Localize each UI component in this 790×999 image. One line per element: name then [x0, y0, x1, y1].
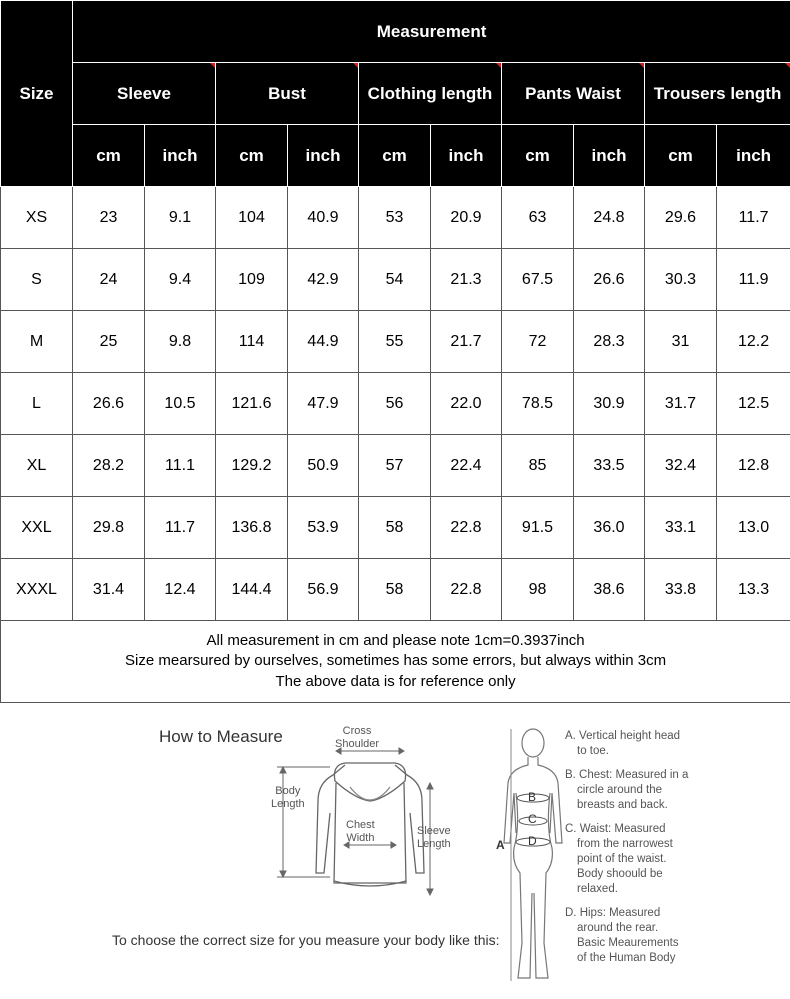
size-cell: XL — [1, 435, 73, 497]
value-cell: 109 — [216, 249, 288, 311]
value-cell: 21.7 — [431, 311, 502, 373]
chest-width-label: Chest Width — [346, 819, 375, 844]
value-cell: 85 — [502, 435, 574, 497]
definition-line: around the rear. — [577, 922, 659, 934]
definition-line: B. Chest: Measured in a — [565, 769, 689, 781]
value-cell: 144.4 — [216, 559, 288, 621]
note-line: Size mearsured by ourselves, sometimes has some errors, but always within 3cm — [125, 652, 667, 670]
value-cell: 36.0 — [574, 497, 645, 559]
value-cell: 32.4 — [645, 435, 717, 497]
definition-item — [565, 729, 785, 759]
value-cell: 104 — [216, 187, 288, 249]
value-cell: 21.3 — [431, 249, 502, 311]
group-header-bust: Bust — [216, 63, 359, 125]
value-cell: 12.4 — [145, 559, 216, 621]
value-cell: 29.8 — [73, 497, 145, 559]
value-cell: 11.7 — [145, 497, 216, 559]
value-cell: 26.6 — [574, 249, 645, 311]
definition-line: to toe. — [577, 745, 609, 757]
table-row — [1, 435, 790, 497]
value-cell: 22.8 — [431, 559, 502, 621]
group-header-pants-waist: Pants Waist — [502, 63, 645, 125]
measurement-header: Measurement — [73, 1, 790, 63]
value-cell: 31.7 — [645, 373, 717, 435]
table-row — [1, 373, 790, 435]
figure-label-c: C — [528, 812, 537, 826]
value-cell: 55 — [359, 311, 431, 373]
unit-header: cm — [645, 125, 717, 187]
definition-line: D. Hips: Measured — [565, 907, 661, 919]
value-cell: 9.1 — [145, 187, 216, 249]
value-cell: 13.0 — [717, 497, 790, 559]
definition-line: C. Waist: Measured — [565, 823, 666, 835]
size-cell: L — [1, 373, 73, 435]
value-cell: 11.7 — [717, 187, 790, 249]
unit-header: cm — [73, 125, 145, 187]
value-cell: 63 — [502, 187, 574, 249]
value-cell: 56 — [359, 373, 431, 435]
measurement-definitions — [565, 729, 785, 975]
value-cell: 24.8 — [574, 187, 645, 249]
unit-header: cm — [502, 125, 574, 187]
body-length-label: Body Length — [271, 785, 305, 810]
definition-item — [565, 822, 785, 897]
value-cell: 58 — [359, 559, 431, 621]
definition-line: Body shoould be — [577, 868, 663, 880]
value-cell: 38.6 — [574, 559, 645, 621]
value-cell: 10.5 — [145, 373, 216, 435]
definition-item — [565, 906, 785, 966]
size-cell: XXXL — [1, 559, 73, 621]
value-cell: 47.9 — [288, 373, 359, 435]
value-cell: 136.8 — [216, 497, 288, 559]
value-cell: 11.1 — [145, 435, 216, 497]
table-row — [1, 497, 790, 559]
note-line: The above data is for reference only — [275, 672, 516, 690]
value-cell: 33.8 — [645, 559, 717, 621]
value-cell: 129.2 — [216, 435, 288, 497]
value-cell: 78.5 — [502, 373, 574, 435]
figure-label-d: D — [528, 834, 537, 848]
value-cell: 33.1 — [645, 497, 717, 559]
value-cell: 30.3 — [645, 249, 717, 311]
table-row — [1, 187, 790, 249]
value-cell: 9.4 — [145, 249, 216, 311]
table-row — [1, 559, 790, 621]
value-cell: 28.3 — [574, 311, 645, 373]
value-cell: 114 — [216, 311, 288, 373]
value-cell: 67.5 — [502, 249, 574, 311]
value-cell: 28.2 — [73, 435, 145, 497]
figure-label-a: A — [496, 838, 505, 852]
value-cell: 57 — [359, 435, 431, 497]
value-cell: 12.5 — [717, 373, 790, 435]
definition-line: Basic Meaurements — [577, 937, 679, 949]
table-row — [1, 311, 790, 373]
sleeve-length-label: Sleeve Length — [417, 825, 451, 850]
value-cell: 72 — [502, 311, 574, 373]
value-cell: 58 — [359, 497, 431, 559]
definition-line: circle around the — [577, 784, 663, 796]
value-cell: 24 — [73, 249, 145, 311]
definition-line: of the Human Body — [577, 952, 676, 964]
group-header-trousers-length: Trousers length — [645, 63, 790, 125]
figure-label-b: B — [528, 790, 537, 804]
value-cell: 13.3 — [717, 559, 790, 621]
value-cell: 23 — [73, 187, 145, 249]
value-cell: 50.9 — [288, 435, 359, 497]
how-to-measure-title: How to Measure — [159, 727, 283, 746]
value-cell: 53.9 — [288, 497, 359, 559]
value-cell: 31 — [645, 311, 717, 373]
value-cell: 22.4 — [431, 435, 502, 497]
unit-header: inch — [288, 125, 359, 187]
definition-line: point of the waist. — [577, 853, 667, 865]
size-cell: S — [1, 249, 73, 311]
human-figure — [504, 729, 562, 978]
unit-header: cm — [359, 125, 431, 187]
value-cell: 31.4 — [73, 559, 145, 621]
value-cell: 121.6 — [216, 373, 288, 435]
value-cell: 98 — [502, 559, 574, 621]
value-cell: 91.5 — [502, 497, 574, 559]
value-cell: 29.6 — [645, 187, 717, 249]
definition-item — [565, 768, 785, 813]
value-cell: 9.8 — [145, 311, 216, 373]
unit-header: cm — [216, 125, 288, 187]
unit-header: inch — [431, 125, 502, 187]
value-cell: 54 — [359, 249, 431, 311]
cross-shoulder-label: Cross Shoulder — [335, 725, 380, 750]
value-cell: 56.9 — [288, 559, 359, 621]
size-cell: XXL — [1, 497, 73, 559]
choose-size-text: To choose the correct size for you measure your body like this: — [112, 932, 500, 948]
definition-line: A. Vertical height head — [565, 730, 681, 742]
value-cell: 40.9 — [288, 187, 359, 249]
definition-line: relaxed. — [577, 883, 618, 895]
definition-line: breasts and back. — [577, 799, 668, 811]
value-cell: 22.8 — [431, 497, 502, 559]
unit-header: inch — [717, 125, 790, 187]
notes-cell — [1, 621, 790, 703]
definition-line: from the narrowest — [577, 838, 673, 850]
value-cell: 33.5 — [574, 435, 645, 497]
value-cell: 11.9 — [717, 249, 790, 311]
size-cell: M — [1, 311, 73, 373]
value-cell: 26.6 — [73, 373, 145, 435]
group-header-clothing-length: Clothing length — [359, 63, 502, 125]
value-cell: 20.9 — [431, 187, 502, 249]
value-cell: 53 — [359, 187, 431, 249]
value-cell: 30.9 — [574, 373, 645, 435]
size-cell: XS — [1, 187, 73, 249]
unit-header: inch — [574, 125, 645, 187]
table-row — [1, 249, 790, 311]
value-cell: 22.0 — [431, 373, 502, 435]
size-header: Size — [1, 1, 73, 187]
value-cell: 42.9 — [288, 249, 359, 311]
how-to-measure-panel — [0, 703, 790, 999]
value-cell: 25 — [73, 311, 145, 373]
value-cell: 12.2 — [717, 311, 790, 373]
note-line: All measurement in cm and please note 1cm=0.3937inch — [206, 631, 585, 649]
unit-header: inch — [145, 125, 216, 187]
value-cell: 44.9 — [288, 311, 359, 373]
value-cell: 12.8 — [717, 435, 790, 497]
group-header-sleeve: Sleeve — [73, 63, 216, 125]
